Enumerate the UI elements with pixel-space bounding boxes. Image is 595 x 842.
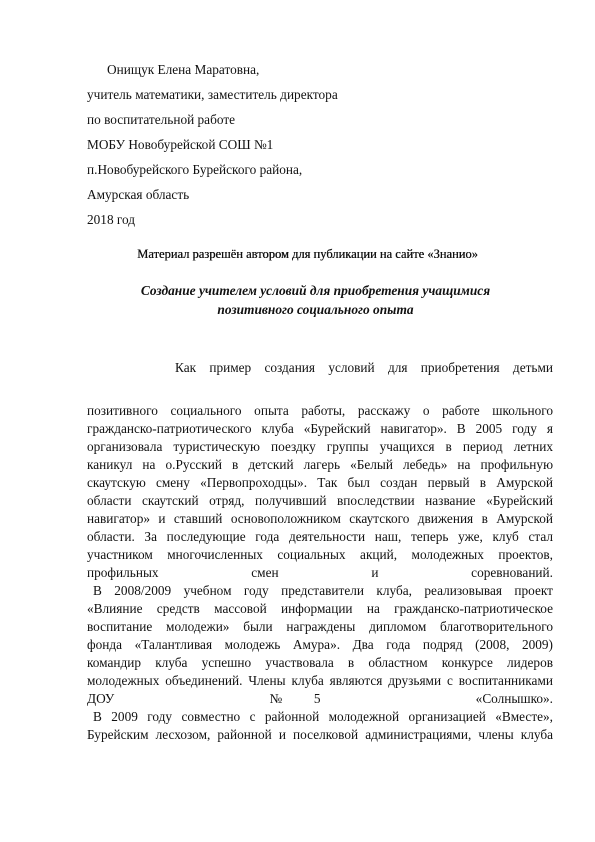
body-line: В 2008/2009 учебном году представители клуба, реализовывая проект: [93, 583, 553, 598]
body-line: скаутскую смену «Первопроходцы». Так был создан первый в Амурской: [87, 475, 553, 490]
author-year: 2018 год: [87, 212, 136, 227]
body-line: В 2009 году совместно с районной молодежной организацией «Вместе»,: [93, 709, 553, 724]
title-line-1: Создание учителем условий для приобретения учащимися: [140, 283, 491, 298]
body-line: каникул на о.Русский в детский лагерь «Белый лебедь» на профильную: [87, 457, 553, 472]
intro-line: Как пример создания условий для приобретения детьми: [175, 360, 553, 375]
author-position-2: по воспитательной работе: [87, 112, 236, 127]
body-line: профильных смен и соревнований.: [87, 565, 553, 580]
author-school: МОБУ Новобурейской СОШ №1: [87, 137, 274, 152]
author-name: Онищук Елена Маратовна,: [107, 62, 260, 77]
body-line: молодежных объединений. Члены клуба являются друзьями с воспитанниками: [87, 673, 553, 688]
body-line: области скаутский отряд, получивший впоследствии название «Бурейский: [87, 493, 553, 508]
body-line: организовала туристическую поездку группы учащихся в период летних: [87, 439, 553, 454]
body-line: воспитание молодежи» были награждены дипломом благотворительного: [87, 619, 553, 634]
title-line-2: позитивного социального опыта: [217, 302, 414, 317]
body-line: участником многочисленных социальных акций, молодежных проектов,: [87, 547, 553, 562]
body-line: навигатор» и ставший основоположником скаутского движения в Амурской: [87, 511, 553, 526]
body-line: «Влияние средств массовой информации на гражданско-патриотическое: [87, 601, 553, 616]
body-line: командир клуба успешно участвовала в областном конкурсе лидеров: [87, 655, 553, 670]
author-position: учитель математики, заместитель директора: [87, 87, 338, 102]
body-line: области. За последующие года деятельности наш, теперь уже, клуб стал: [87, 529, 553, 544]
permission-note: Материал разрешён автором для публикации на сайте «Знанио»: [137, 247, 478, 261]
body-line: гражданско-патриотического клуба «Бурейский навигатор». В 2005 году я: [87, 421, 553, 436]
body-line: позитивного социального опыта работы, расскажу о работе школьного: [87, 403, 553, 418]
author-locality: п.Новобурейского Бурейского района,: [87, 162, 303, 177]
author-region: Амурская область: [87, 187, 190, 202]
body-text: [87, 402, 553, 744]
body-line: Бурейским лесхозом, районной и поселковой администрациями, члены клуба: [87, 727, 553, 742]
body-line: ДОУ №5 «Солнышко».: [87, 691, 553, 706]
body-line: фонда «Талантливая молодежь Амура». Два года подряд (2008, 2009): [87, 637, 553, 652]
